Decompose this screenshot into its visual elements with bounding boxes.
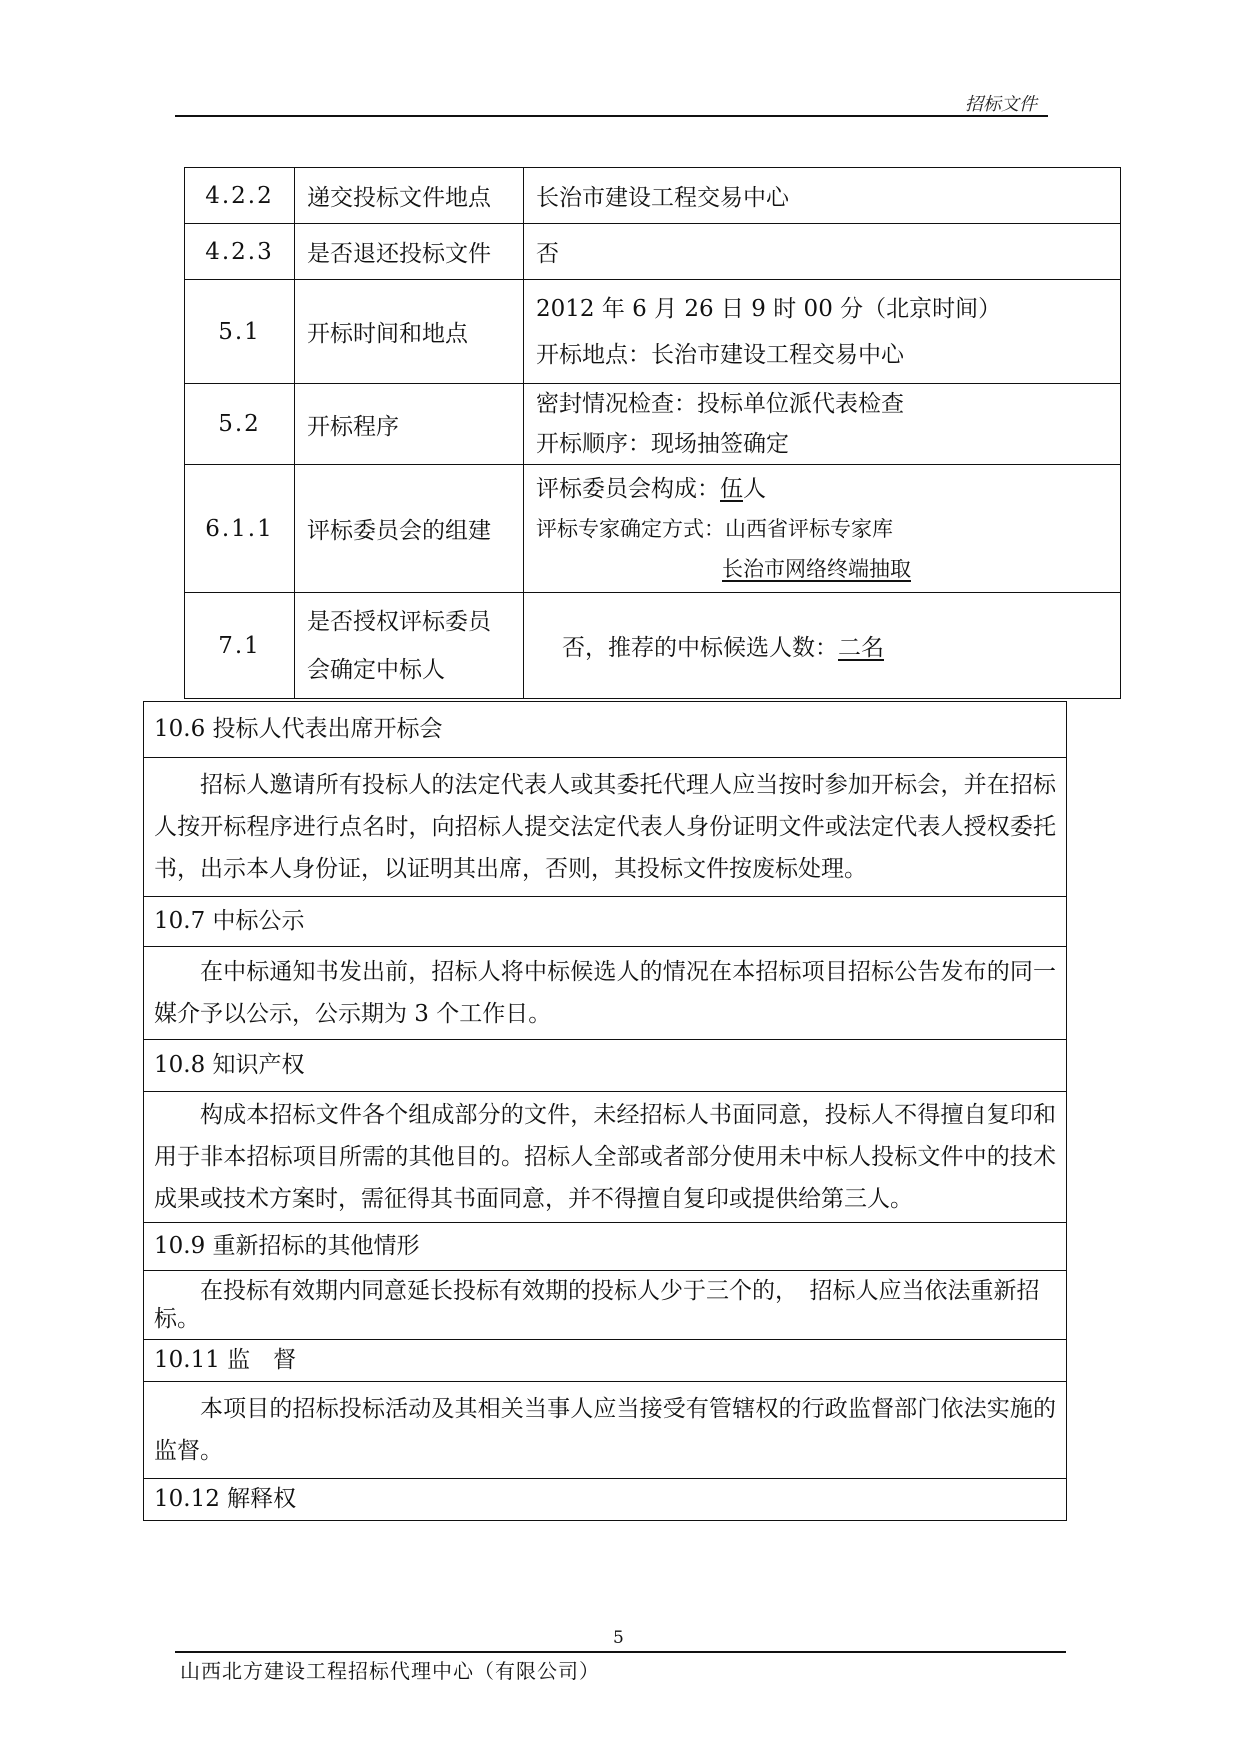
section-heading: 10.8 知识产权 <box>144 1040 1067 1092</box>
section-heading: 10.6 投标人代表出席开标会 <box>144 702 1067 758</box>
clause-number: 4.2.2 <box>185 168 295 224</box>
header-rule <box>175 115 1048 117</box>
candidate-count: 二名 <box>838 635 884 661</box>
clause-value <box>524 280 1121 384</box>
section-body-row <box>144 947 1067 1040</box>
section-text: 本项目的招标投标活动及其相关当事人应当接受有管辖权的行政监督部门依法实施的监督。 <box>144 1382 1067 1479</box>
section-heading: 10.12 解释权 <box>144 1479 1067 1521</box>
table-row <box>185 465 1121 593</box>
opening-time: 2012 年 6 月 26 日 9 时 00 分（北京时间） <box>536 295 1002 322</box>
clause-value <box>524 465 1121 593</box>
clause-number: 5.2 <box>185 384 295 465</box>
clause-number: 5.1 <box>185 280 295 384</box>
section-text: 构成本招标文件各个组成部分的文件，未经招标人书面同意，投标人不得擅自复印和用于非本招标项目所需的其他目的。招标人全部或者部分使用未中标人投标文件中的技术成果或技术方案时，需征得其书面同意，并不得擅自复印或提供给第三人。 <box>144 1092 1067 1223</box>
section-text: 招标人邀请所有投标人的法定代表人或其委托代理人应当按时参加开标会，并在招标人按开标程序进行点名时，向招标人提交法定代表人身份证明文件或法定代表人授权委托书，出示本人身份证，以证明其出席，否则，其投标文件按废标处理。 <box>144 758 1067 897</box>
section-heading: 10.7 中标公示 <box>144 897 1067 947</box>
table-row <box>185 280 1121 384</box>
clause-value: 长治市建设工程交易中心 <box>524 168 1121 224</box>
seal-check: 密封情况检查：投标单位派代表检查 <box>536 391 904 417</box>
opening-order: 开标顺序：现场抽签确定 <box>536 431 789 457</box>
section-text: 在投标有效期内同意延长投标有效期的投标人少于三个的， 招标人应当依法重新招标。 <box>144 1271 1067 1340</box>
committee-size: 伍 <box>720 475 743 502</box>
clause-value <box>524 384 1121 465</box>
clause-number: 4.2.3 <box>185 224 295 280</box>
section-body-row <box>144 1092 1067 1223</box>
section-body-row <box>144 758 1067 897</box>
table-row <box>185 224 1121 280</box>
clause-number: 6.1.1 <box>185 465 295 593</box>
table-row <box>185 168 1121 224</box>
data-sheet-table <box>184 167 1121 699</box>
clause-label: 开标时间和地点 <box>295 280 524 384</box>
section-body-row <box>144 1271 1067 1340</box>
section-body-row <box>144 1382 1067 1479</box>
footer-company: 山西北方建设工程招标代理中心（有限公司） <box>180 1659 600 1683</box>
section-heading-row <box>144 897 1067 947</box>
general-terms-table <box>143 701 1067 1521</box>
footer-rule <box>175 1651 1066 1653</box>
section-heading: 10.11 监 督 <box>144 1340 1067 1382</box>
page-number: 5 <box>613 1628 624 1648</box>
committee-composition: 评标委员会构成：伍人 <box>536 475 766 502</box>
section-heading-row <box>144 1340 1067 1382</box>
header-title: 招标文件 <box>965 94 1037 115</box>
section-heading-row <box>144 1479 1067 1521</box>
table-row <box>185 384 1121 465</box>
section-heading-row <box>144 702 1067 758</box>
expert-method: 评标专家确定方式：山西省评标专家库 <box>536 516 893 541</box>
section-heading-row <box>144 1040 1067 1092</box>
clause-value: 否 <box>524 224 1121 280</box>
clause-label: 是否授权评标委员会确定中标人 <box>295 593 524 699</box>
opening-location: 开标地点：长治市建设工程交易中心 <box>536 341 904 368</box>
clause-number: 7.1 <box>185 593 295 699</box>
table-row <box>185 593 1121 699</box>
clause-label: 评标委员会的组建 <box>295 465 524 593</box>
section-text: 在中标通知书发出前，招标人将中标候选人的情况在本招标项目招标公告发布的同一媒介予以公示，公示期为 3 个工作日。 <box>144 947 1067 1040</box>
clause-value: 否，推荐的中标候选人数：二名 <box>524 593 1121 699</box>
clause-label: 开标程序 <box>295 384 524 465</box>
section-heading: 10.9 重新招标的其他情形 <box>144 1223 1067 1271</box>
clause-label: 递交投标文件地点 <box>295 168 524 224</box>
clause-label: 是否退还投标文件 <box>295 224 524 280</box>
expert-method-detail: 长治市网络终端抽取 <box>722 556 911 581</box>
section-heading-row <box>144 1223 1067 1271</box>
